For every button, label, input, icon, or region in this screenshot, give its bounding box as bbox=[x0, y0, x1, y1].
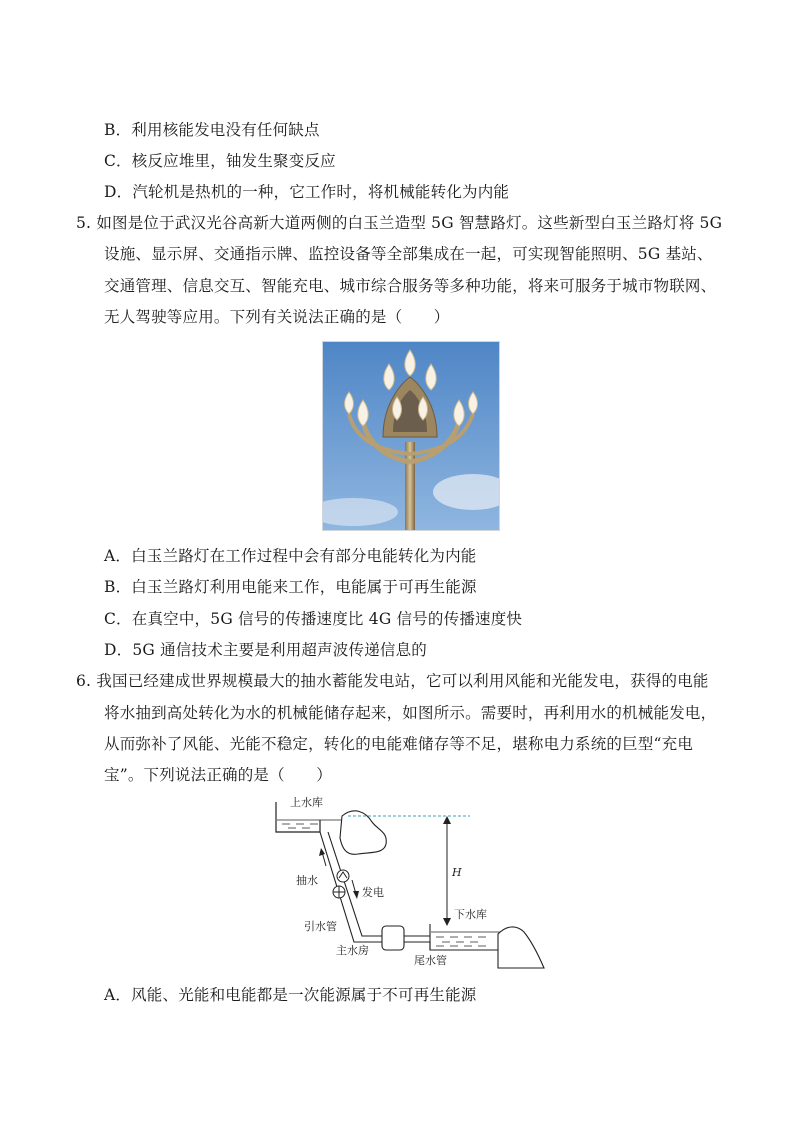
q5-stem-line-4: 无人驾驶等应用。下列有关说法正确的是（ ） bbox=[104, 308, 450, 326]
option-prev-b: B．利用核能发电没有任何缺点 bbox=[104, 121, 320, 139]
label-height: H bbox=[452, 866, 462, 879]
q6-stem-line-2: 将水抽到高处转化为水的机械能储存起来，如图所示。需要时，再利用水的机械能发电， bbox=[104, 704, 717, 722]
q5-option-a: A．白玉兰路灯在工作过程中会有部分电能转化为内能 bbox=[104, 547, 477, 565]
q5-stem-line-2: 设施、显示屏、交通指示牌、监控设备等全部集成在一起，可实现智能照明、5G 基站、 bbox=[104, 245, 713, 263]
label-powerhouse: 主水房 bbox=[336, 944, 369, 957]
streetlamp-photo bbox=[322, 341, 500, 531]
q5-option-c: C．在真空中，5G 信号的传播速度比 4G 信号的传播速度快 bbox=[104, 610, 523, 628]
q6-stem-line-4: 宝”。下列说法正确的是（ ） bbox=[104, 766, 332, 784]
q6-stem-line-3: 从而弥补了风能、光能不稳定，转化的电能难储存等不足，堪称电力系统的巨型“充电 bbox=[104, 735, 694, 753]
q5-stem-line-3: 交通管理、信息交互、智能充电、城市综合服务等多种功能，将来可服务于城市物联网、 bbox=[104, 277, 717, 295]
label-pump: 抽水 bbox=[296, 874, 318, 887]
label-tail-pipe: 尾水管 bbox=[414, 954, 447, 967]
q5-option-b: B．白玉兰路灯利用电能来工作，电能属于可再生能源 bbox=[104, 578, 477, 596]
q6-stem-line-1: 6. 我国已经建成世界规模最大的抽水蓄能发电站，它可以利用风能和光能发电，获得的电能 bbox=[76, 672, 709, 690]
label-upper-reservoir: 上水库 bbox=[290, 796, 323, 809]
label-lower-reservoir: 下水库 bbox=[454, 908, 487, 921]
q6-option-a: A．风能、光能和电能都是一次能源属于不可再生能源 bbox=[104, 986, 477, 1004]
pumped-storage-diagram bbox=[262, 792, 552, 972]
option-prev-c: C．核反应堆里，铀发生聚变反应 bbox=[104, 152, 336, 170]
label-generate: 发电 bbox=[362, 886, 384, 899]
label-intake-pipe: 引水管 bbox=[304, 920, 337, 933]
q5-stem-line-1: 5. 如图是位于武汉光谷高新大道两侧的白玉兰造型 5G 智慧路灯。这些新型白玉兰路灯将 5G bbox=[76, 214, 723, 232]
option-prev-d: D．汽轮机是热机的一种，它工作时，将机械能转化为内能 bbox=[104, 183, 510, 201]
q5-option-d: D．5G 通信技术主要是利用超声波传递信息的 bbox=[104, 641, 427, 659]
